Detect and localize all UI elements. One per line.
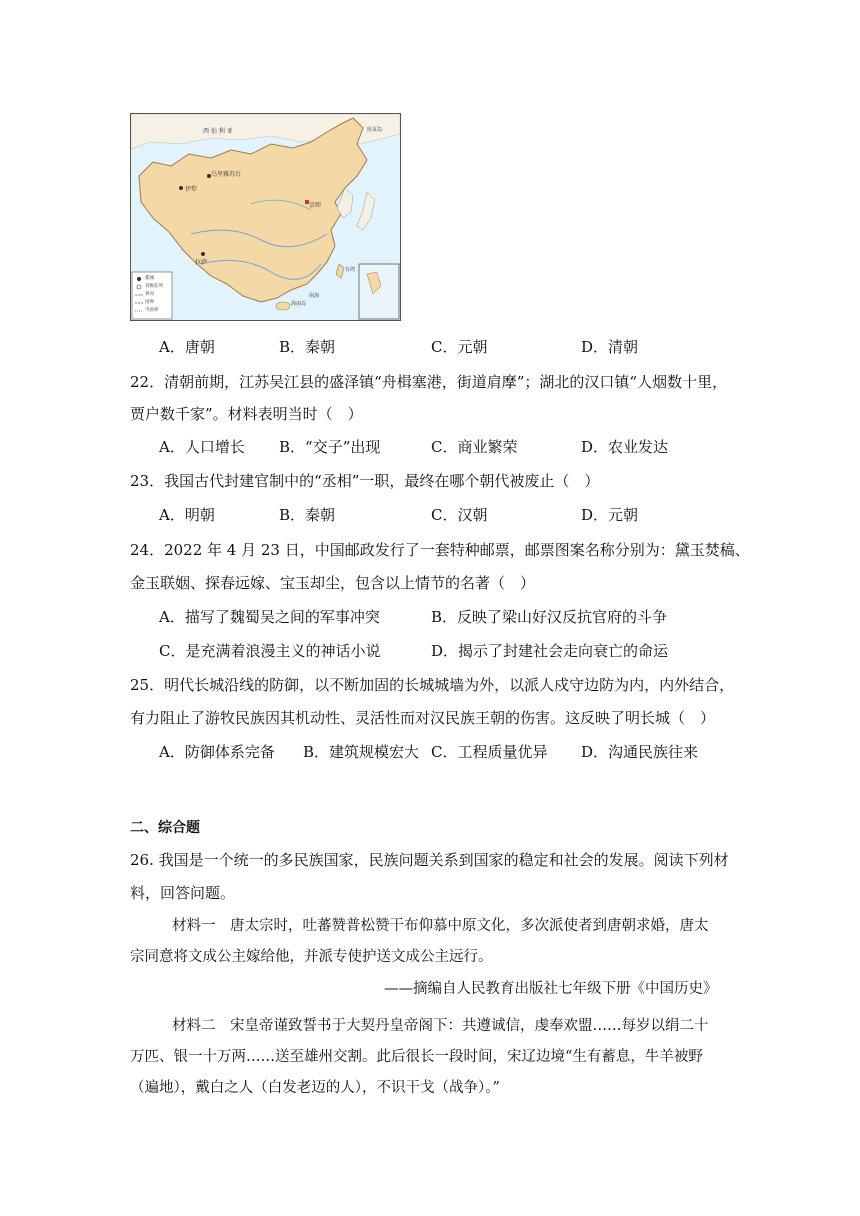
q23-option-d[interactable]: D．元朝	[581, 506, 639, 524]
q22-option-c[interactable]: C．商业繁荣	[431, 438, 518, 456]
q25-option-c[interactable]: C．工程质量优异	[431, 743, 548, 761]
map-label-urumqi: 乌里雅苏台	[211, 171, 242, 178]
map-graphic	[131, 114, 400, 320]
map-label-lasa: 拉萨	[195, 259, 208, 266]
map-legend-item: 今国界	[145, 308, 159, 313]
map-label-southsea: 南海	[309, 293, 320, 299]
map-legend-item: 国界	[145, 300, 154, 305]
q21-option-a[interactable]: A．唐朝	[159, 338, 215, 356]
map-label-capital: 京师	[309, 202, 322, 209]
q23-option-b[interactable]: B．秦朝	[279, 506, 336, 524]
q24-option-c[interactable]: C．是充满着浪漫主义的神话小说	[159, 642, 381, 660]
map-label-siberia: 西 伯 利 亚	[203, 128, 233, 135]
q23-stem-line1: 23．我国古代封建官制中的“丞相”一职，最终在哪个朝代被废止（ ）	[130, 472, 600, 490]
map-legend-item: 界河	[145, 292, 154, 297]
qing-dynasty-map	[130, 113, 401, 321]
q23-option-c[interactable]: C．汉朝	[431, 506, 488, 524]
q25-stem-line2: 有力阻止了游牧民族因其机动性、灵活性而对汉民族王朝的伤害。这反映了明长城（ ）	[130, 709, 716, 727]
map-legend-item: 都城	[145, 276, 154, 281]
q24-option-a[interactable]: A．描写了魏蜀吴之间的军事冲突	[159, 608, 380, 626]
q22-option-a[interactable]: A．人口增长	[159, 438, 245, 456]
map-legend-item: 省级驻所	[145, 284, 163, 289]
q22-stem-line1: 22．清朝前期，江苏吴江县的盛泽镇“舟楫塞港，街道肩摩”；湖北的汉口镇“人烟数十里，	[130, 373, 728, 391]
q25-option-d[interactable]: D．沟通民族往来	[581, 743, 699, 761]
q24-option-b[interactable]: B．反映了梁山好汉反抗官府的斗争	[431, 608, 668, 626]
q25-stem-line1: 25．明代长城沿线的防御，以不断加固的长城城墙为外，以派人戍守边防为内，内外结合，	[130, 676, 735, 694]
material1-line2: 宗同意将文成公主嫁给他，并派专使护送文成公主远行。	[130, 949, 493, 965]
map-label-taiwan: 台湾	[345, 267, 356, 273]
q22-option-d[interactable]: D．农业发达	[581, 438, 669, 456]
q24-option-d[interactable]: D．揭示了封建社会走向衰亡的命运	[431, 642, 669, 660]
q24-stem-line1: 24．2022 年 4 月 23 日，中国邮政发行了一套特种邮票，邮票图案名称分别为：黛玉焚稿、	[130, 541, 750, 559]
material2-line3: （遍地），戴白之人（白发老迈的人），不识干戈（战争）。”	[130, 1080, 500, 1096]
q22-option-b[interactable]: B．“交子”出现	[279, 438, 381, 456]
map-label-yili: 伊犁	[185, 186, 198, 193]
q25-option-a[interactable]: A．防御体系完备	[159, 743, 275, 761]
map-label-lakes: 库页岛	[367, 127, 383, 133]
material1-line1: 材料一 唐太宗时，吐蕃赞普松赞干布仰慕中原文化，多次派使者到唐朝求婚，唐太	[172, 918, 709, 934]
q26-stem-line1: 26. 我国是一个统一的多民族国家，民族问题关系到国家的稳定和社会的发展。阅读下列材	[130, 851, 729, 869]
material2-line2: 万匹、银一十万两……送至雄州交割。此后很长一段时间，宋辽边境“生有蓄息，牛羊被野	[130, 1049, 703, 1065]
q23-option-a[interactable]: A．明朝	[159, 506, 215, 524]
q22-stem-line2: 贾户数千家”。材料表明当时（ ）	[130, 405, 363, 423]
q26-stem-line2: 料，回答问题。	[130, 884, 236, 902]
q25-option-b[interactable]: B．建筑规模宏大	[303, 743, 420, 761]
q24-stem-line2: 金玉联姻、探春远嫁、宝玉却尘，包含以上情节的名著（ ）	[130, 574, 536, 592]
section-title: 二、综合题	[130, 820, 200, 836]
material1-source: ——摘编自人民教育出版社七年级下册《中国历史》	[384, 981, 718, 997]
map-legend	[145, 275, 163, 315]
q21-option-b[interactable]: B．秦朝	[279, 338, 336, 356]
map-label-hainan: 海南岛	[291, 301, 307, 307]
q21-option-c[interactable]: C．元朝	[431, 338, 488, 356]
material2-line1: 材料二 宋皇帝谨致誓书于大契丹皇帝阁下：共遵诚信，虔奉欢盟……每岁以绢二十	[172, 1018, 709, 1034]
q21-option-d[interactable]: D．清朝	[581, 338, 639, 356]
